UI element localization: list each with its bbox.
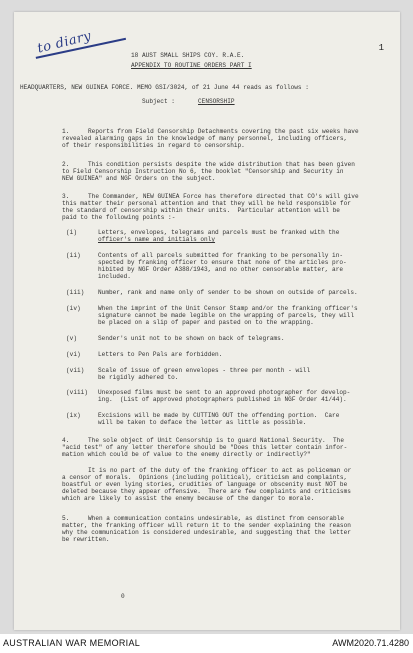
item-line: Letters to Pen Pals are forbidden. [98,351,223,358]
paragraph-line: to Field Censorship Instruction No 6, the booklet "Censorship and Security in [62,168,344,175]
item-number: (ii) [66,252,81,259]
item-line: officer's name and initials only [98,236,216,243]
item-line: signature cannot be made legible on the wrapping of parcels, they will [98,312,354,319]
paragraph-line: mation which could be of value to the enemy directly or indirectly?" [62,451,311,458]
paragraph-line: deleted because they appear offensive. There are few complaints and criticisms [62,488,351,495]
paragraph-line: of their responsibilities in regard to censorship. [62,142,245,149]
item-line: Scale of issue of green envelopes - three per month - will [98,367,311,374]
paragraph-line: why the communication is considered undesirable, and suggesting that the letter [62,529,351,536]
paragraph-line: boastful or even lying stories, crudities of language or obscenity must NOT be [62,481,348,488]
paragraph-line: "acid test" of any letter therefore should be "Does this letter contain infor- [62,444,348,451]
item-line: be placed on a slip of paper and pasted on to the wrapping. [98,319,314,326]
item-number: (v) [66,335,77,342]
item-line: Number, rank and name only of sender to be shown on outside of parcels. [98,289,358,296]
paragraph-line: The Commander, NEW GUINEA Force has therefore directed that CO's will give [88,193,359,200]
paragraph-number: 3. [62,193,70,200]
item-line: Unexposed films must be sent to an approved photographer for develop- [98,389,351,396]
item-line: will be taken to deface the letter as little as possible. [98,419,307,426]
paragraph-number: 5. [62,515,70,522]
paragraph-number: 2. [62,161,70,168]
paragraph-line: paid to the following points :- [62,214,176,221]
paragraph-line: the standard of censorship within their units. Particular attention will be [62,207,340,214]
handwritten-note: to diary [36,28,93,57]
item-number: (viii) [66,389,88,396]
paragraph-line: This condition persists despite the wide distribution that has been given [88,161,355,168]
memo-reference: HEADQUARTERS, NEW GUINEA FORCE. MEMO GSI/3024, of 21 June 44 reads as follows : [20,84,309,91]
document-page [14,12,400,630]
item-line: hibited by NGF Order A388/1943, and no other censorable matter, are [98,266,344,273]
paragraph-line: which are likely to assist the enemy because of the danger to morale. [62,495,315,502]
item-number: (iii) [66,289,85,296]
item-number: (vi) [66,351,81,358]
item-number: (ix) [66,412,81,419]
institution-label: AUSTRALIAN WAR MEMORIAL [3,638,141,648]
paragraph-line: Reports from Field Censorship Detachments covering the past six weeks have [88,128,359,135]
paragraph-line: this matter their personal attention and that they will be held responsible for [62,200,351,207]
item-line: spected by franking officer to ensure that none of the articles pro- [98,259,347,266]
appendix-heading: APPENDIX TO ROUTINE ORDERS PART I [131,62,252,69]
item-line: Letters, envelopes, telegrams and parcels must be franked with the [98,229,340,236]
paragraph-number: 1. [62,128,70,135]
item-line: When the imprint of the Unit Censor Stamp and/or the franking officer's [98,305,358,312]
item-line: be rigidly adhered to. [98,374,179,381]
paragraph-line: be rewritten. [62,536,110,543]
paragraph-line: a censor of morals. Opinions (including political), criticism and complaints, [62,474,348,481]
paragraph-line: It is no part of the duty of the franking officer to act as policeman or [88,467,352,474]
item-line: included. [98,273,131,280]
archive-footer [0,634,413,653]
paragraph-line: When a communication contains undesirable, as distinct from censorable [88,515,344,522]
item-number: (vii) [66,367,85,374]
item-number: (iv) [66,305,81,312]
handwritten-annotation [36,29,93,57]
item-line: Sender's unit not to be shown on back of telegrams. [98,335,285,342]
paragraph-line: The sole object of Unit Censorship is to guard National Security. The [88,437,344,444]
item-line: Excisions will be made by CUTTING OUT the offending portion. Care [98,412,340,419]
item-line: Contents of all parcels submitted for franking to be personally in- [98,252,344,259]
paragraph-number: 4. [62,437,70,444]
subject-title: CENSORSHIP [198,98,235,105]
paragraph-line: NEW GUINEA" and NGF Orders on the subject. [62,175,216,182]
page-marker: 0 [121,593,125,600]
paragraph-line: revealed alarming gaps in the knowledge of many personnel, including officers, [62,135,348,142]
item-number: (i) [66,229,77,236]
unit-heading: 18 AUST SMALL SHIPS COY. R.A.E. [131,52,245,59]
accession-number: AWM2020.71.4280 [332,638,409,648]
corner-mark: 1 [378,43,384,53]
item-line: ing. (List of approved photographers published in NGF Order 41/44). [98,396,347,403]
paragraph-line: matter, the franking officer will return it to the sender explaining the reason [62,522,351,529]
subject-label: Subject : [142,98,175,105]
